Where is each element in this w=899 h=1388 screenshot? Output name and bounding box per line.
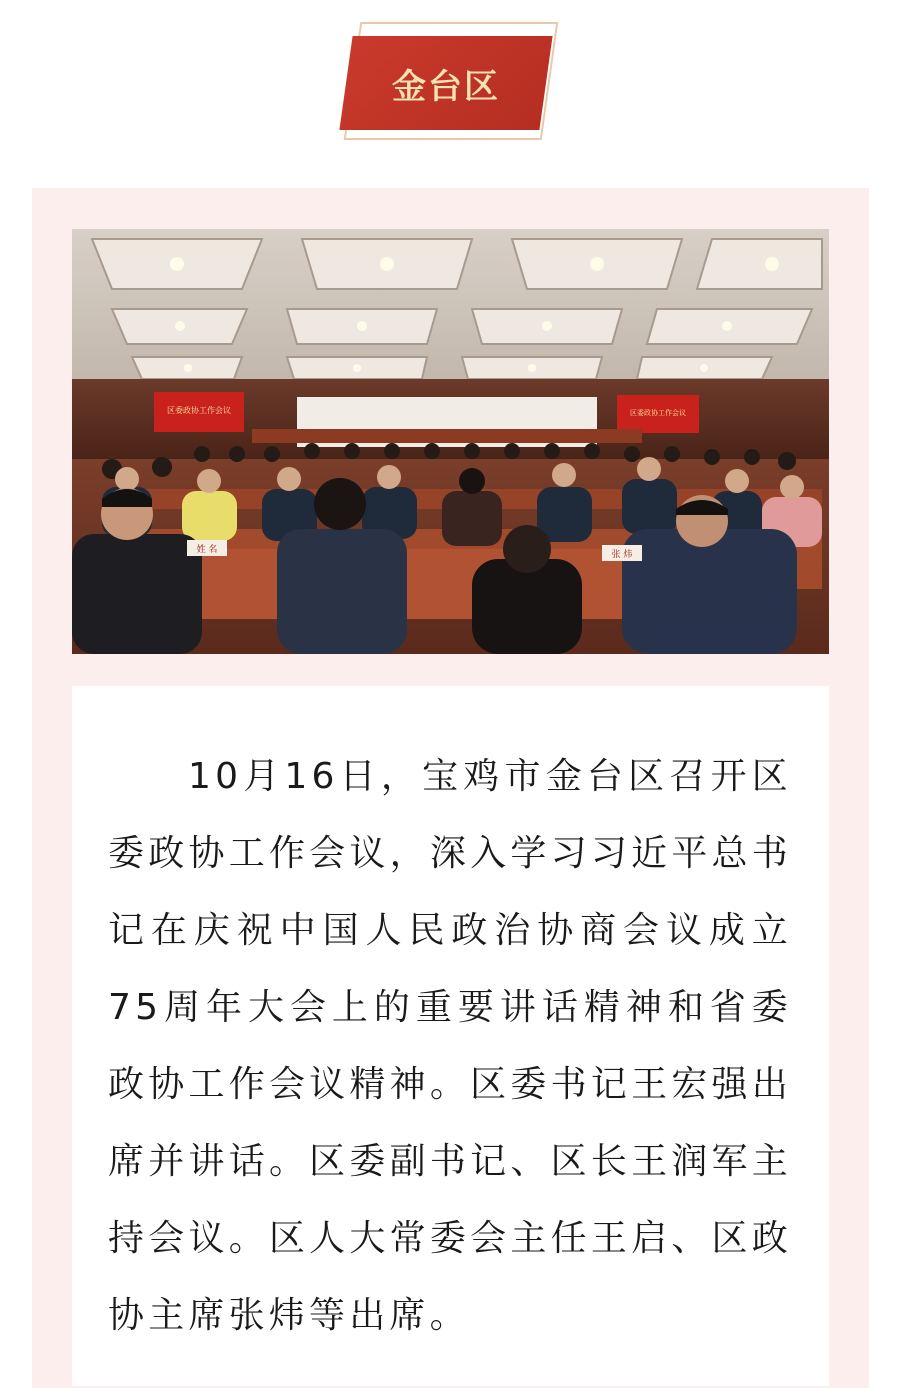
district-title: 金台区 (392, 66, 500, 107)
meeting-photo (72, 229, 829, 654)
article-paragraph: 10月16日，宝鸡市金台区召开区委政协工作会议，深入学习习近平总书记在庆祝中国人民政治协商会议成立75周年大会上的重要讲话精神和省委政协工作会议精神。区委书记王宏强出席并讲话。区委副书记、区长王润军主持会议。区人大常委会主任王启、区政协主席张炜等出席。 (108, 756, 792, 1336)
district-badge (338, 22, 562, 144)
banner-right: 区委政协工作会议 (630, 409, 686, 417)
nameplate-right: 张 炜 (611, 550, 633, 560)
nameplate-left: 姓 名 (196, 545, 218, 555)
banner-left: 区委政协工作会议 (167, 406, 231, 415)
